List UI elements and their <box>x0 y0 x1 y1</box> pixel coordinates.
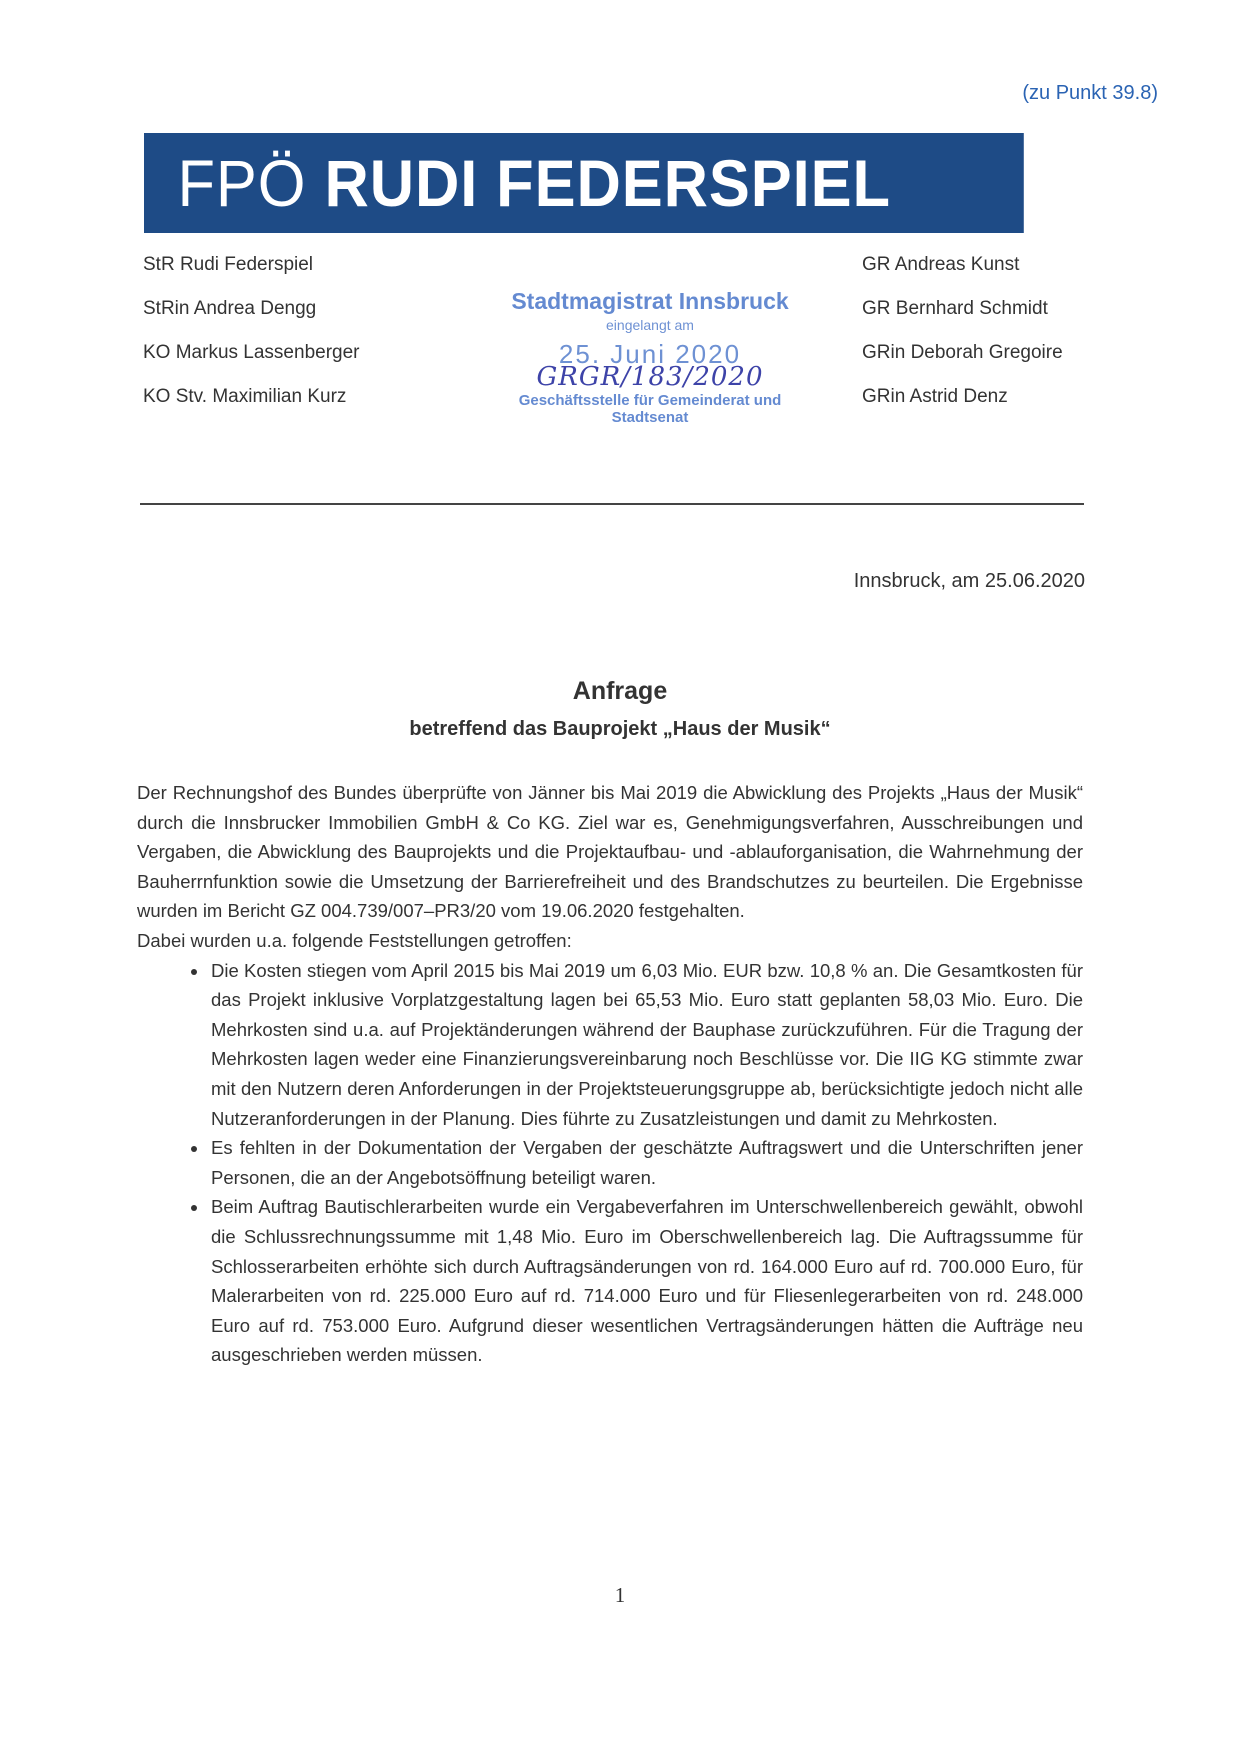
name-entry: KO Markus Lassenberger <box>143 342 360 363</box>
findings-intro: Dabei wurden u.a. folgende Feststellungen getroffen: <box>137 929 572 951</box>
list-item: • Beim Auftrag Bautischlerarbeiten wurde ein Vergabeverfahren im Unterschwellenbereich gewählt, obwohl die Schlussrechnungssumme mit 1,48 Mio. Euro im Oberschwellenbereich lag. Die Auftragssumme für Schlosserarbeiten erhöhte sich durch Auftragsänderungen von rd. 164.000 Euro auf rd. 700.000 Euro, für Malerarbeiten von rd. 225.000 Euro auf rd. 714.000 Euro und für Fliesenlegerarbeiten von rd. 248.000 Euro auf rd. 753.000 Euro. Aufgrund dieser wesentlichen Vertragsänderungen hätten die Aufträge neu ausgeschrieben werden müssen. <box>209 1192 1083 1370</box>
stamp-date: 25. Juni 2020 <box>558 339 742 369</box>
stamp-title: Stadtmagistrat Innsbruck <box>511 288 789 314</box>
findings-list <box>137 956 1083 1370</box>
party-name: FPÖ <box>177 146 307 220</box>
name-entry: GR Bernhard Schmidt <box>862 298 1048 319</box>
document-body <box>137 778 1083 1370</box>
date-line: Innsbruck, am 25.06.2020 <box>853 570 1085 592</box>
stamp-footer: Geschäftsstelle für Gemeinderat und Stadtsenat <box>518 392 782 426</box>
intro-paragraph: Der Rechnungshof des Bundes überprüfte von Jänner bis Mai 2019 die Abwicklung des Projekts „Haus der Musik“ durch die Innsbrucker Immobilien GmbH & Co KG. Ziel war es, Genehmigungsverfahren, Ausschreibungen und Vergaben, die Abwicklung des Bauprojekts und die Projektaufbau- und -ablauforganisation, die Wahrnehmung der Bauherrnfunktion sowie die Umsetzung der Barrierefreiheit und des Brandschutzes zu beurteilen. Die Ergebnisse wurden im Bericht GZ 004.739/007–PR3/20 vom 19.06.2020 festgehalten. <box>137 782 1083 922</box>
name-entry: GRin Deborah Gregoire <box>862 342 1063 363</box>
page-number: 1 <box>614 1583 626 1607</box>
divider <box>140 503 1084 505</box>
politician-name: RUDI FEDERSPIEL <box>324 146 891 220</box>
stamp-number: GRGR/183/2020 <box>536 362 764 392</box>
document-title: Anfrage <box>572 677 668 705</box>
name-entry: GRin Astrid Denz <box>862 386 1008 407</box>
name-entry: StRin Andrea Dengg <box>143 298 317 319</box>
list-item: • Es fehlten in der Dokumentation der Vergaben der geschätzte Auftragswert und die Unterschriften jener Personen, die an der Angebotsöffnung beteiligt waren. <box>209 1133 1083 1192</box>
receipt-stamp <box>495 288 805 426</box>
name-entry: StR Rudi Federspiel <box>143 254 314 275</box>
right-names-list <box>862 252 1063 428</box>
name-entry: KO Stv. Maximilian Kurz <box>143 386 347 407</box>
name-entry: GR Andreas Kunst <box>862 254 1020 275</box>
document-subtitle: betreffend das Bauprojekt „Haus der Musik“ <box>409 718 831 740</box>
letterhead-banner <box>144 133 1024 233</box>
reference-note: (zu Punkt 39.8) <box>1022 82 1158 104</box>
stamp-subtitle: eingelangt am <box>606 317 694 333</box>
left-names-list <box>143 252 360 428</box>
list-item: • Die Kosten stiegen vom April 2015 bis Mai 2019 um 6,03 Mio. EUR bzw. 10,8 % an. Die Gesamtkosten für das Projekt inklusive Vorplatzgestaltung lagen bei 65,53 Mio. Euro statt geplanten 58,03 Mio. Euro. Die Mehrkosten sind u.a. auf Projektänderungen während der Bauphase zurückzuführen. Für die Tragung der Mehrkosten lagen weder eine Finanzierungsvereinbarung noch Beschlüsse vor. Die IIG KG stimmte zwar mit den Nutzern deren Anforderungen in der Projektsteuerungsgruppe ab, berücksichtigte jedoch nicht alle Nutzeranforderungen in der Planung. Dies führte zu Zusatzleistungen und damit zu Mehrkosten. <box>209 956 1083 1134</box>
